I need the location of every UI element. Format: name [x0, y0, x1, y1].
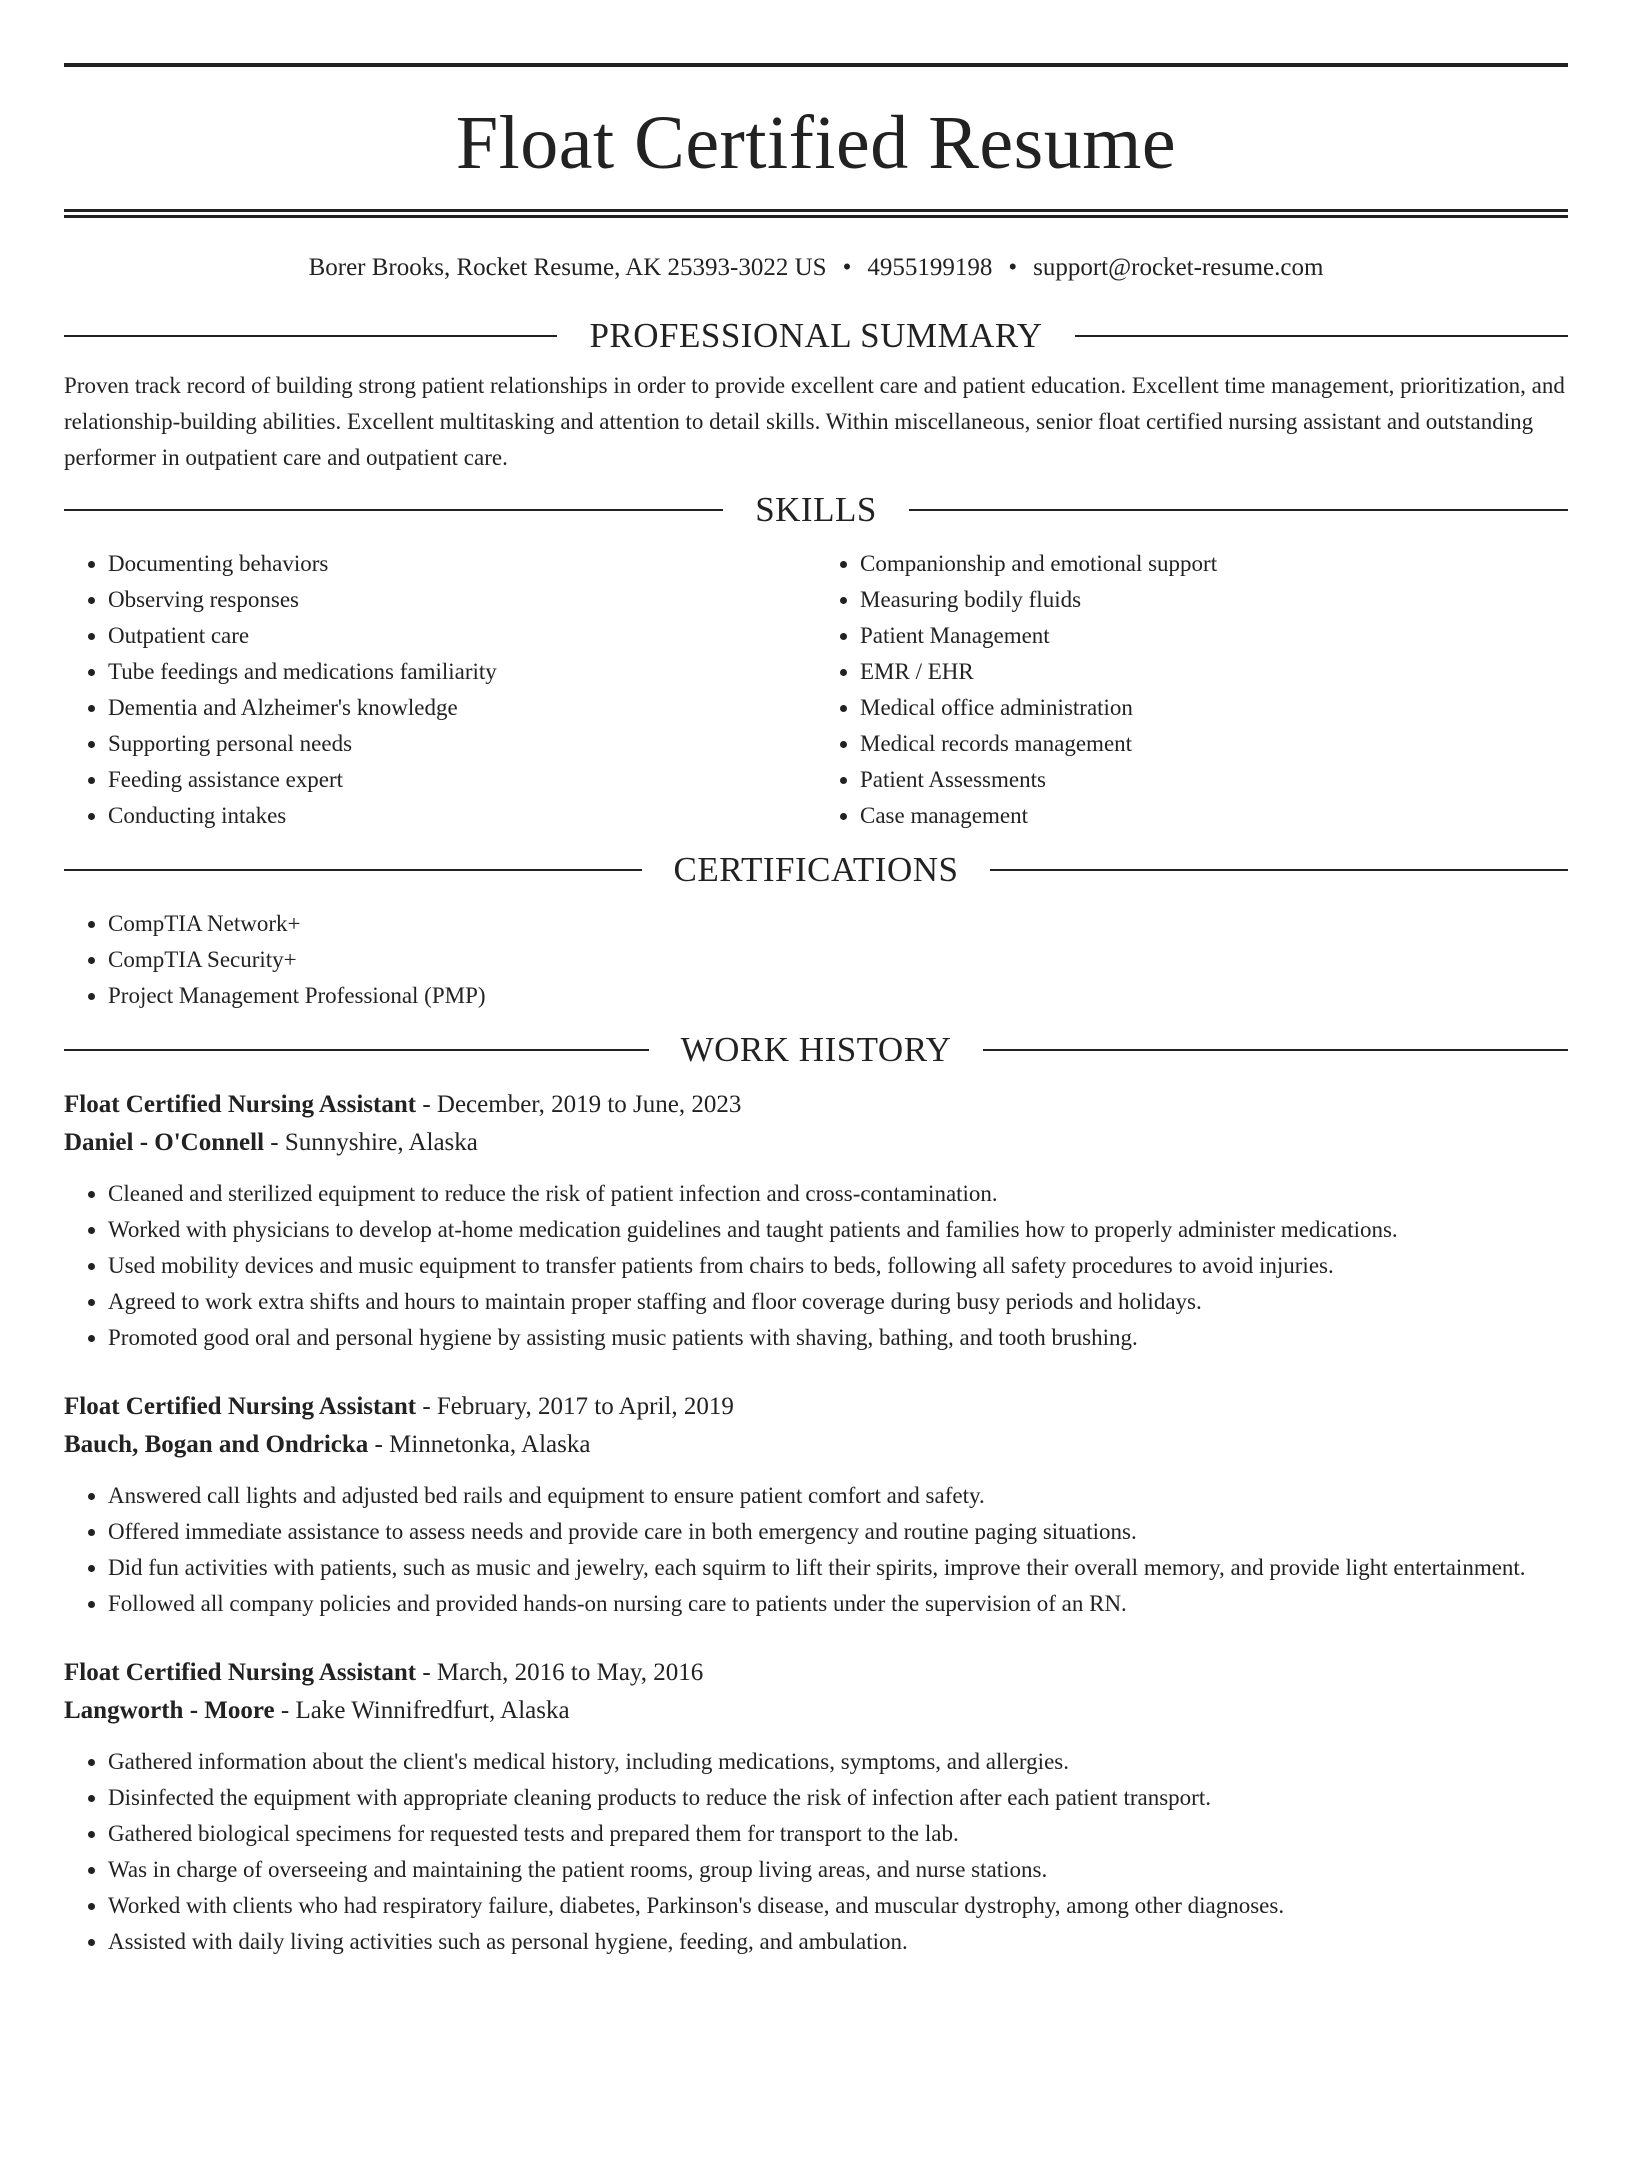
job-employer-line: Daniel - O'Connell - Sunnyshire, Alaska [64, 1129, 478, 1156]
certification-item: • CompTIA Security+ [108, 942, 1568, 978]
job-location: Lake Winnifredfurt, Alaska [295, 1697, 570, 1724]
skill-item: • EMR / EHR [860, 654, 1568, 690]
skill-item: • Companionship and emotional support [860, 546, 1568, 582]
job-title: Float Certified Nursing Assistant [64, 1091, 417, 1118]
job-title: Float Certified Nursing Assistant [64, 1393, 417, 1420]
section-title: CERTIFICATIONS [673, 850, 959, 889]
skill-item: • Supporting personal needs [108, 726, 816, 762]
contact-phone: 4955199198 [867, 254, 993, 281]
work-history-section-header [64, 1028, 1568, 1072]
contact-separator: • [842, 254, 852, 281]
skill-item: • Tube feedings and medications familiarity [108, 654, 816, 690]
job-dates: February, 2017 to April, 2019 [436, 1393, 734, 1420]
job-entry [64, 1086, 1568, 1356]
resume-title: Float Certified Resume [455, 101, 1177, 185]
contact-email: support@rocket-resume.com [1033, 254, 1324, 281]
job-title-line: Float Certified Nursing Assistant - March, 2016 to May, 2016 [64, 1659, 704, 1686]
job-duties [64, 1176, 1568, 1356]
skill-item: • Medical office administration [860, 690, 1568, 726]
job-duties [64, 1744, 1568, 1960]
job-entry [64, 1388, 1568, 1622]
certifications-list [64, 906, 1568, 1014]
skill-item: • Documenting behaviors [108, 546, 816, 582]
top-rule [64, 63, 1568, 67]
skill-item: • Conducting intakes [108, 798, 816, 834]
skill-item: • Outpatient care [108, 618, 816, 654]
skills-grid [64, 546, 1568, 834]
duty-item: • Gathered biological specimens for requested tests and prepared them for transport to the lab. [108, 1816, 1568, 1852]
section-title: SKILLS [755, 490, 877, 529]
duty-item: • Gathered information about the client's medical history, including medications, symptoms, and allergies. [108, 1744, 1568, 1780]
job-duties [64, 1478, 1568, 1622]
skill-item: • Case management [860, 798, 1568, 834]
skill-item: • Feeding assistance expert [108, 762, 816, 798]
section-rule [64, 335, 557, 337]
job-dates: December, 2019 to June, 2023 [436, 1091, 742, 1118]
certification-item: • Project Management Professional (PMP) [108, 978, 1568, 1014]
contact-address: Borer Brooks, Rocket Resume, AK 25393-3022 US [308, 254, 827, 281]
job-entry [64, 1654, 1568, 1960]
certifications-section-header [64, 848, 1568, 892]
duty-item: • Did fun activities with patients, such as music and jewelry, each squirm to lift their spirits, improve their overall memory, and provide light entertainment. [108, 1550, 1568, 1586]
skill-item: • Medical records management [860, 726, 1568, 762]
skills-list-right [816, 546, 1568, 834]
section-title: PROFESSIONAL SUMMARY [589, 316, 1043, 355]
skill-item: • Patient Management [860, 618, 1568, 654]
section-rule [983, 1049, 1568, 1051]
job-dates: March, 2016 to May, 2016 [436, 1659, 704, 1686]
skill-item: • Dementia and Alzheimer's knowledge [108, 690, 816, 726]
section-rule [64, 1049, 649, 1051]
section-title: WORK HISTORY [680, 1030, 952, 1069]
summary-text: Proven track record of building strong patient relationships in order to provide excellent care and patient education. Excellent time management, prioritization, and relationship-building abilities. Excellent multitasking and attention to detail skills. Within miscellaneous, senior float certified nursing assistant and outstanding performer in outpatient care and outpatient care. [64, 373, 1565, 470]
duty-item: • Disinfected the equipment with appropriate cleaning products to reduce the risk of infection after each patient transport. [108, 1780, 1568, 1816]
job-employer-line: Bauch, Bogan and Ondricka - Minnetonka, Alaska [64, 1431, 591, 1458]
section-rule [990, 869, 1568, 871]
job-title-line: Float Certified Nursing Assistant - February, 2017 to April, 2019 [64, 1393, 734, 1420]
job-employer-line: Langworth - Moore - Lake Winnifredfurt, Alaska [64, 1697, 570, 1724]
contact-line [64, 252, 1568, 284]
duty-item: • Followed all company policies and provided hands-on nursing care to patients under the supervision of an RN. [108, 1586, 1568, 1622]
duty-item: • Promoted good oral and personal hygiene by assisting music patients with shaving, bathing, and tooth brushing. [108, 1320, 1568, 1356]
job-employer: Langworth - Moore [64, 1697, 275, 1724]
duty-item: • Was in charge of overseeing and maintaining the patient rooms, group living areas, and nurse stations. [108, 1852, 1568, 1888]
duty-item: • Worked with physicians to develop at-home medication guidelines and taught patients and families how to properly administer medications. [108, 1212, 1568, 1248]
job-employer: Bauch, Bogan and Ondricka [64, 1431, 369, 1458]
job-location: Minnetonka, Alaska [389, 1431, 591, 1458]
skill-item: • Measuring bodily fluids [860, 582, 1568, 618]
duty-item: • Assisted with daily living activities such as personal hygiene, feeding, and ambulation. [108, 1924, 1568, 1960]
resume-page [0, 63, 1632, 2175]
duty-item: • Worked with clients who had respiratory failure, diabetes, Parkinson's disease, and muscular dystrophy, among other diagnoses. [108, 1888, 1568, 1924]
title-double-rule [64, 209, 1568, 218]
duty-item: • Agreed to work extra shifts and hours to maintain proper staffing and floor coverage during busy periods and holidays. [108, 1284, 1568, 1320]
skill-item: • Observing responses [108, 582, 816, 618]
skill-item: • Patient Assessments [860, 762, 1568, 798]
job-title-line: Float Certified Nursing Assistant - December, 2019 to June, 2023 [64, 1091, 742, 1118]
section-rule [64, 509, 723, 511]
skills-list-left [64, 546, 816, 834]
section-rule [1075, 335, 1568, 337]
duty-item: • Cleaned and sterilized equipment to reduce the risk of patient infection and cross-contamination. [108, 1176, 1568, 1212]
duty-item: • Answered call lights and adjusted bed rails and equipment to ensure patient comfort and safety. [108, 1478, 1568, 1514]
section-rule [64, 869, 642, 871]
job-employer: Daniel - O'Connell [64, 1129, 265, 1156]
skills-section-header [64, 488, 1568, 532]
job-title: Float Certified Nursing Assistant [64, 1659, 417, 1686]
contact-separator: • [1008, 254, 1018, 281]
summary-section-header [64, 314, 1568, 358]
job-location: Sunnyshire, Alaska [284, 1129, 478, 1156]
certification-item: • CompTIA Network+ [108, 906, 1568, 942]
duty-item: • Used mobility devices and music equipment to transfer patients from chairs to beds, following all safety procedures to avoid injuries. [108, 1248, 1568, 1284]
section-rule [909, 509, 1568, 511]
duty-item: • Offered immediate assistance to assess needs and provide care in both emergency and routine paging situations. [108, 1514, 1568, 1550]
